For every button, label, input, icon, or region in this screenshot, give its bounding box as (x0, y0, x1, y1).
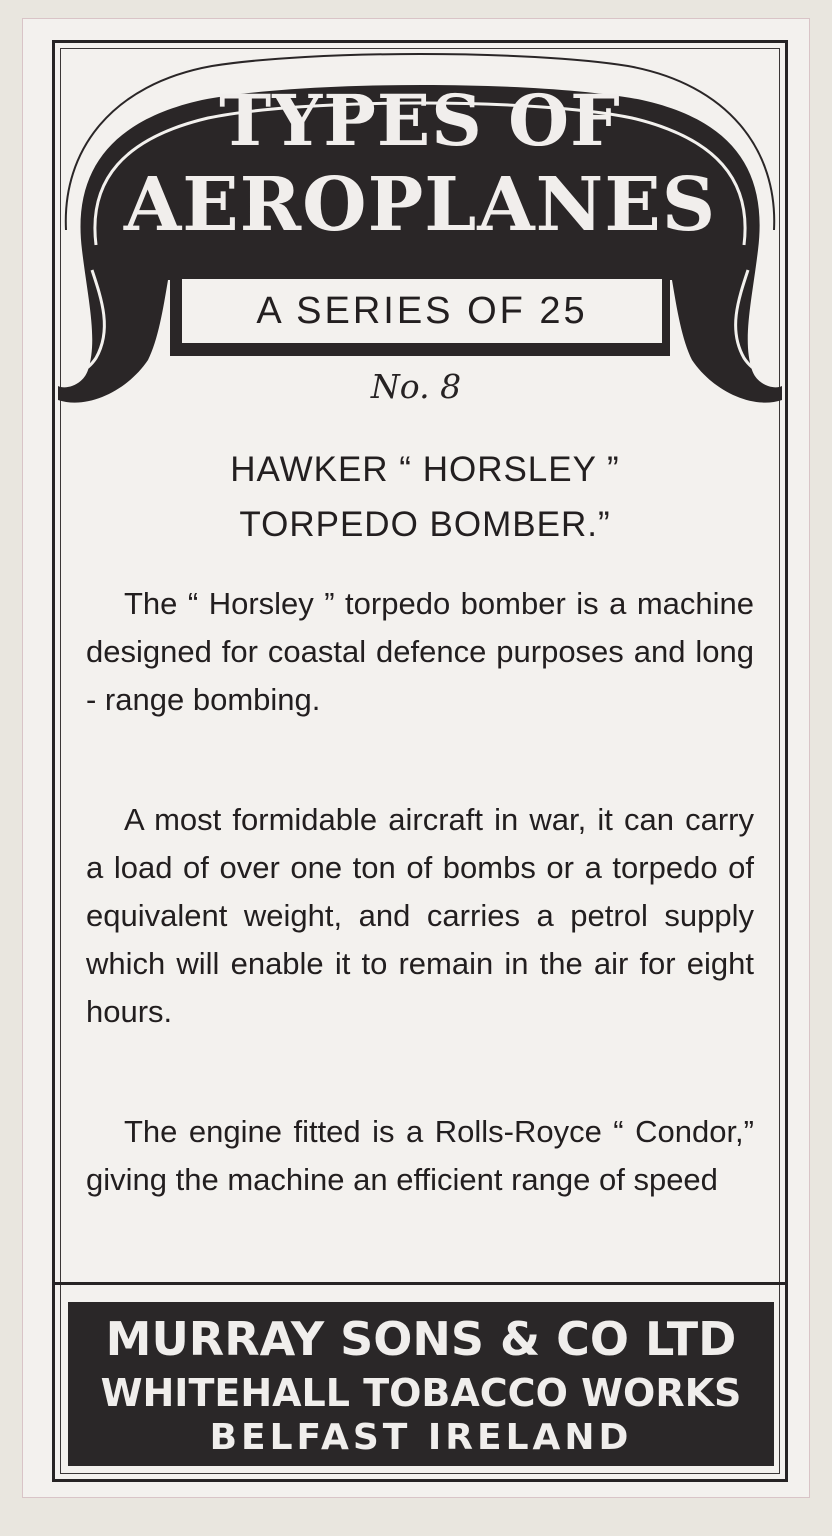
manufacturer-footer (68, 1302, 774, 1466)
title-line-2: AEROPLANES (123, 162, 717, 248)
aircraft-name-line-1: HAWKER “ HORSLEY ” (230, 450, 620, 489)
footer-divider (52, 1282, 788, 1285)
aircraft-name-line-2: TORPEDO BOMBER.” (239, 505, 611, 544)
manufacturer-works: WHITEHALL TOBACCO WORKS (100, 1371, 742, 1415)
title-line-1: TYPES OF (219, 79, 621, 162)
manufacturer-location: BELFAST IRELAND (209, 1417, 633, 1458)
card-number: No. 8 (370, 367, 462, 406)
manufacturer-name: MURRAY SONS & CO LTD (105, 1312, 737, 1366)
description-paragraph-3: The engine fitted is a Rolls-Royce “ Condor,” giving the machine an efficient range of speed (86, 1114, 754, 1197)
description-paragraph-2: A most formidable aircraft in war, it can carry a load of over one ton of bombs or a torpedo of equivalent weight, and carries a petrol supply which will enable it to remain in the air for eight hours. (86, 802, 754, 1029)
description-paragraph-1: The “ Horsley ” torpedo bomber is a machine designed for coastal defence purposes and long - range bombing. (86, 586, 754, 717)
series-label: A SERIES OF 25 (180, 277, 664, 345)
